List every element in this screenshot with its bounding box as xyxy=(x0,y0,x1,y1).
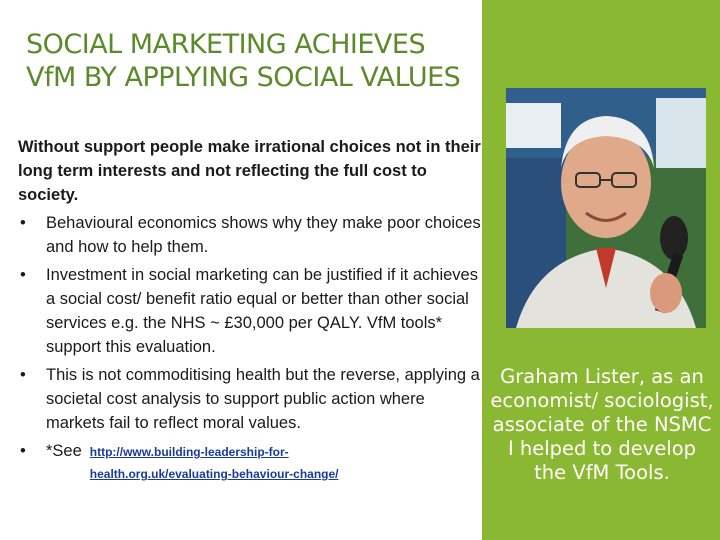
caption-line-5: the VfM Tools. xyxy=(534,461,670,484)
slide-body xyxy=(18,135,483,485)
bullet-item xyxy=(18,363,483,435)
bullet-item xyxy=(18,439,483,485)
caption-line-1: Graham Lister, as an xyxy=(500,365,704,388)
bullet-icon: • xyxy=(20,266,26,284)
speaker-photo-image xyxy=(506,88,706,328)
bullet-item xyxy=(18,211,483,259)
caption-line-3: associate of the NSMC xyxy=(492,413,712,436)
bullet-icon: • xyxy=(20,366,26,384)
bullet-icon: • xyxy=(20,214,26,232)
intro-paragraph: Without support people make irrational choices not in their long term interests and not reflecting the full cost to society. xyxy=(18,138,481,204)
caption-line-2: economist/ sociologist, xyxy=(490,389,714,412)
bullet-icon: • xyxy=(20,442,26,460)
slide-title-line-1: SOCIAL MARKETING ACHIEVES xyxy=(26,29,426,60)
speaker-photo xyxy=(506,88,706,328)
photo-caption xyxy=(484,365,720,485)
bullet-text: Investment in social marketing can be justified if it achieves a social cost/ benefit ratio equal or better than other social services e.g. the NHS ~ £30,000 per QALY. VfM tools* support this evaluation. xyxy=(46,266,478,356)
bullet-text: Behavioural economics shows why they make poor choices and how to help them. xyxy=(46,214,481,256)
evaluating-behaviour-change-link[interactable]: http://www.building-leadership-for-health.org.uk/evaluating-behaviour-change/ xyxy=(89,445,339,481)
bullet-text: This is not commoditising health but the reverse, applying a societal cost analysis to support public action where markets fail to reflect moral values. xyxy=(46,366,480,432)
caption-line-4: I helped to develop xyxy=(507,437,697,460)
slide-title-line-2: VfM BY APPLYING SOCIAL VALUES xyxy=(26,62,461,93)
see-label: *See xyxy=(46,442,82,460)
bullet-list xyxy=(18,211,483,485)
slide-title xyxy=(26,28,476,94)
bullet-item xyxy=(18,263,483,359)
